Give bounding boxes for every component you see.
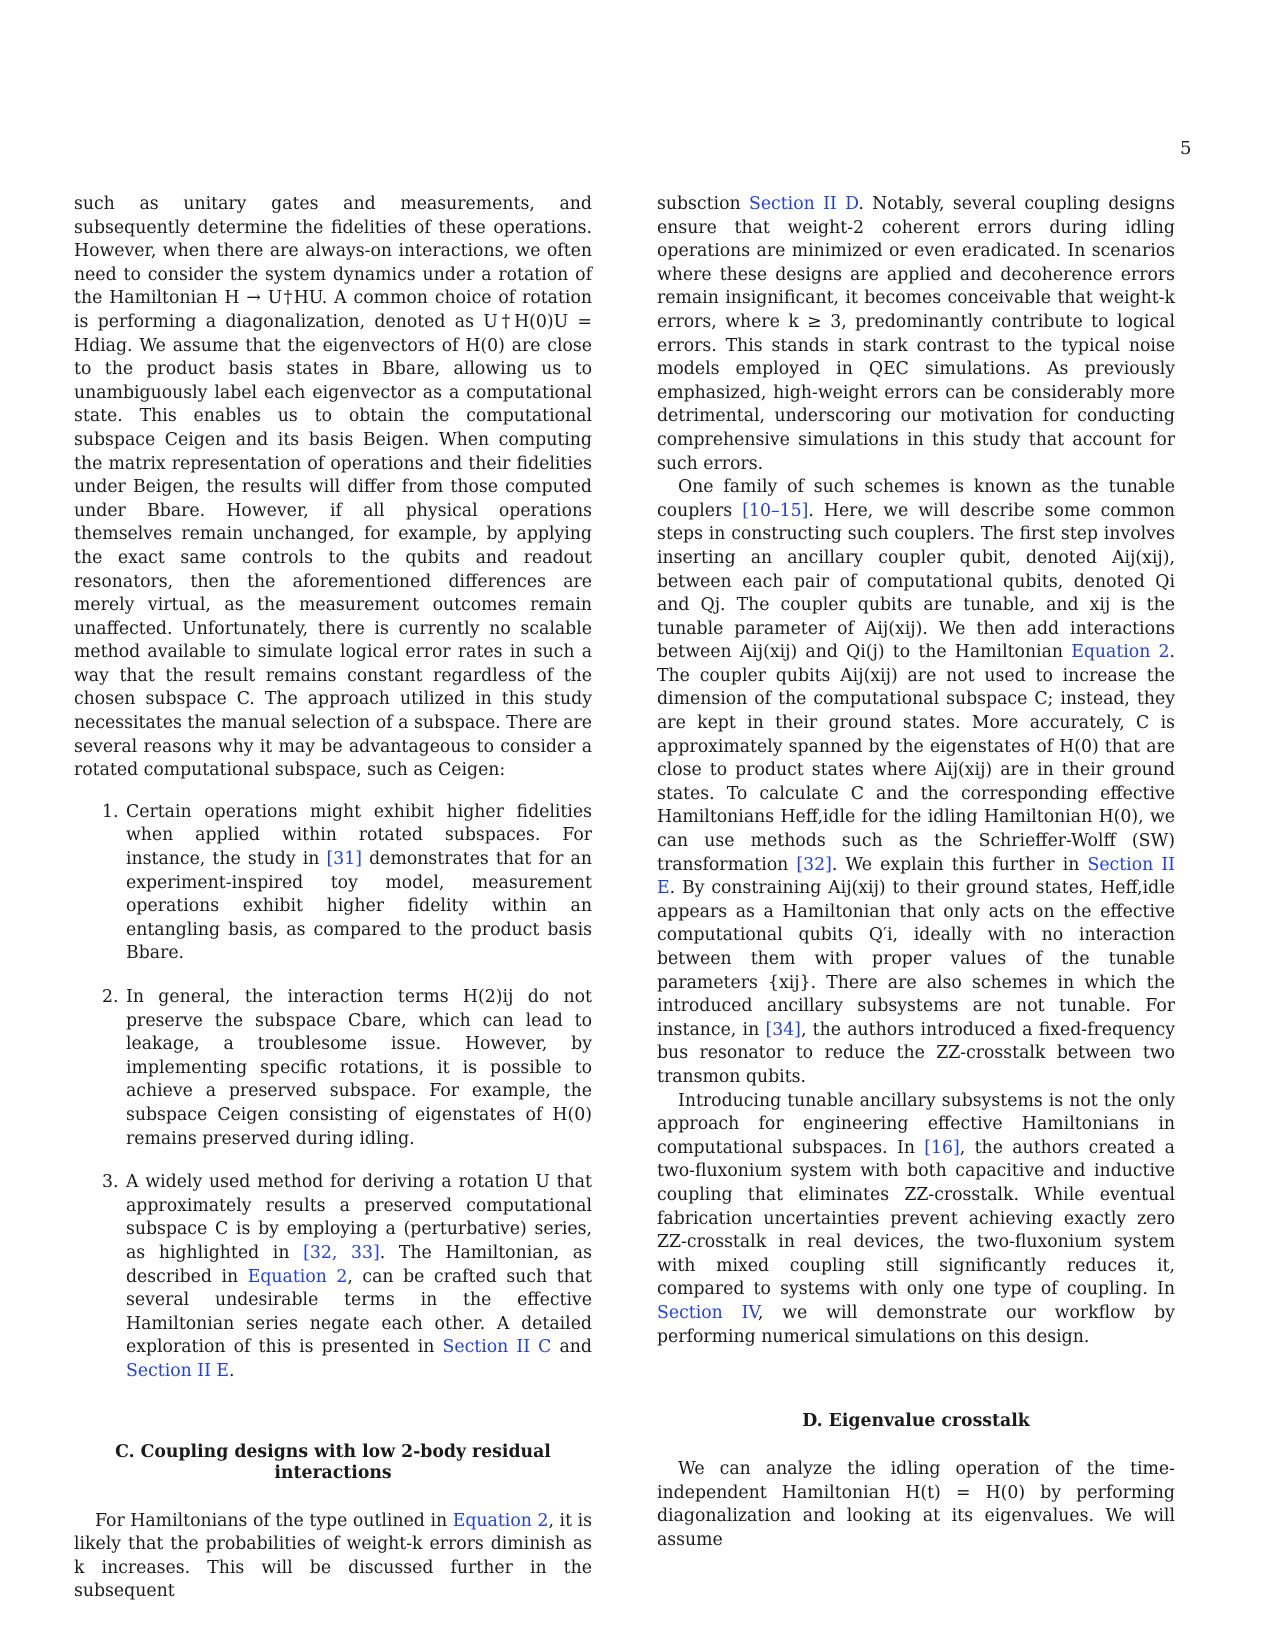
citation-link[interactable]: [32] <box>796 854 832 875</box>
text: , can be crafted such that several undesirable terms in the effective Hamiltonian series negate each other. A detailed exploration of this is presented in <box>126 1266 592 1358</box>
item-number: 3. <box>102 1172 119 1193</box>
equation-link[interactable]: Equation 2 <box>452 1510 549 1531</box>
paragraph <box>657 1090 1175 1350</box>
paragraph: We can analyze the idling operation of the time-independent Hamiltonian H(t) = H(0) by performing diagonalization and looking at its eigenvalues. We will assume <box>657 1459 1175 1550</box>
page-number: 5 <box>1180 138 1192 159</box>
text: . The coupler qubits Aij(xij) are not used to increase the dimension of the computational subspace C; instead, they are kept in their ground states. More accurately, C is approximately spanned by the eigenstates of H(0) that are close to product states where Aij(xij) are in their ground states. To calculate C and the corresponding effective Hamiltonians Heff,idle for the idling Hamiltonian H(0), we can use methods such as the Schrieffer-Wolff (SW) transformation <box>657 642 1175 875</box>
text: Introducing tunable ancillary subsystems is not the only approach for engineering effective Hamiltonians in computational subspaces. In <box>657 1090 1175 1158</box>
list-item <box>74 1171 592 1383</box>
text: subsction <box>657 194 741 214</box>
citation-link[interactable]: [31] <box>326 849 363 870</box>
citation-link[interactable]: [32, 33] <box>303 1242 380 1263</box>
text: Certain operations might exhibit higher fidelities when applied within rotated subspaces. For instance, the study in <box>126 801 592 870</box>
text: . <box>229 1360 235 1381</box>
citation-link[interactable]: [10–15] <box>742 500 809 521</box>
paragraph <box>657 476 1175 1089</box>
numbered-list <box>74 801 592 1384</box>
text: , it is likely that the probabilities of weight-k errors diminish as k increases. This will be discussed further in the subsequent <box>74 1510 593 1602</box>
text: . The Hamiltonian, as described in <box>126 1242 592 1287</box>
equation-link[interactable]: Equation 2 <box>1071 642 1170 663</box>
text: , the authors created a two-fluxonium system with both capacitive and inductive coupling that eliminates ZZ-crosstalk. While eventual fabrication uncertainties prevent achieving exactly zero ZZ-crosstalk in real devices, the two-fluxonium system with mixed coupling still significantly reduces it, compared to systems with only one type of coupling. In <box>657 1137 1175 1300</box>
paragraph <box>657 193 1175 476</box>
text: such as unitary gates and measurements, and subsequently determine the fidelities of these operations. However, when there are always-on interactions, we often need to consider the system dynamics under a rotation of the Hamiltonian <box>74 194 592 309</box>
text: A widely used method for deriving a rotation U that approximately results a preserved computational subspace C is by employing a (perturbative) series, as highlighted in <box>126 1172 592 1263</box>
section-link[interactable]: Section II D <box>748 194 859 214</box>
equation-link[interactable]: Equation 2 <box>247 1266 348 1287</box>
paragraph <box>74 193 592 783</box>
right-column <box>657 193 1175 1552</box>
section-link[interactable]: Section II E <box>126 1360 230 1381</box>
section-heading: D. Eigenvalue crosstalk <box>802 1411 1030 1432</box>
section-heading: C. Coupling designs with low 2-body residual interactions <box>115 1441 551 1483</box>
item-number: 1. <box>102 801 119 822</box>
text: . Here, we will describe some common steps in constructing such couplers. The first step involves inserting an ancillary coupler qubit, denoted Aij(xij), between each pair of computational qubits, denoted Qi and Qj. The coupler qubits are tunable, and xij is the tunable parameter of Aij(xij). We then add interactions between Aij(xij) and Qi(j) to the Hamiltonian <box>657 500 1175 663</box>
section-link[interactable]: Section IV <box>657 1302 758 1323</box>
item-number: 2. <box>102 987 119 1007</box>
text: . Notably, several coupling designs ensure that weight-2 coherent errors during idling operations are minimized or even eradicated. In scenarios where these designs are applied and decoherence errors remain insignificant, it becomes conceivable that weight-k errors, where k ≥ 3, predominantly contribute to logical errors. This stands in stark contrast to the typical noise models employed in QEC simulations. As previously emphasized, high-weight errors can be considerably more detrimental, underscoring our motivation for conducting comprehensive simulations in this study that account for such errors. <box>657 194 1175 474</box>
text: For Hamiltonians of the type outlined in <box>95 1510 448 1531</box>
text: and <box>559 1337 592 1358</box>
list-item <box>74 801 592 966</box>
text: , the authors introduced a fixed-frequency bus resonator to reduce the ZZ-crosstalk between two transmon qubits. <box>657 1019 1175 1087</box>
citation-link[interactable]: [16] <box>924 1137 960 1158</box>
text: demonstrates that for an experiment-inspired toy model, measurement operations exhibit higher fidelity within an entangling basis, as compared to the product basis Bbare. <box>126 849 592 964</box>
text: H → U†HU. A common choice of rotation is performing a diagonalization, denoted as U†H(0)U = Hdiag. We assume that the eigenvectors of H(0) are close to the product basis states in Bbare, allowing us to unambiguously label each eigenvector as a computational state. This enables us to obtain the computational subspace Ceigen and its basis Beigen. When computing the matrix representation of operations and their fidelities under Beigen, the results will differ from those computed under Bbare. However, if all physical operations themselves remain unchanged, for example, by applying the exact same controls to the qubits and readout resonators, then the aforementioned differences are merely virtual, as the measurement outcomes remain unaffected. Unfortunately, there is currently no scalable method available to simulate logical error rates in such a way that the result remains constant regardless of the chosen subspace C. The approach utilized in this study necessitates the manual selection of a subspace. There are several reasons why it may be advantageous to consider a rotated computational subspace, such as Ceigen: <box>74 288 592 781</box>
text: . We explain this further in <box>831 854 1080 875</box>
text: One family of such schemes is known as the tunable couplers <box>657 477 1175 521</box>
paragraph <box>74 1510 592 1604</box>
citation-link[interactable]: [34] <box>765 1019 801 1040</box>
section-link[interactable]: Section II C <box>442 1337 552 1358</box>
text: In general, the interaction terms H(2)ij do not preserve the subspace Cbare, which can lead to leakage, a troublesome issue. However, by implementing specific rotations, it is possible to achieve a preserved subspace. For example, the subspace Ceigen consisting of eigenstates of H(0) remains preserved during idling. <box>126 987 592 1149</box>
left-column <box>74 193 592 1604</box>
list-item <box>74 986 592 1151</box>
text: . By constraining Aij(xij) to their ground states, Heff,idle appears as a Hamiltonian that only acts on the effective computational qubits Q′i, ideally with no interaction between them with proper values of the tunable parameters {xij}. There are also schemes in which the introduced ancillary subsystems are not tunable. For instance, in <box>657 878 1175 1040</box>
text: , we will demonstrate our workflow by performing numerical simulations on this design. <box>657 1302 1176 1347</box>
section-link[interactable]: Section II E <box>657 854 1175 899</box>
